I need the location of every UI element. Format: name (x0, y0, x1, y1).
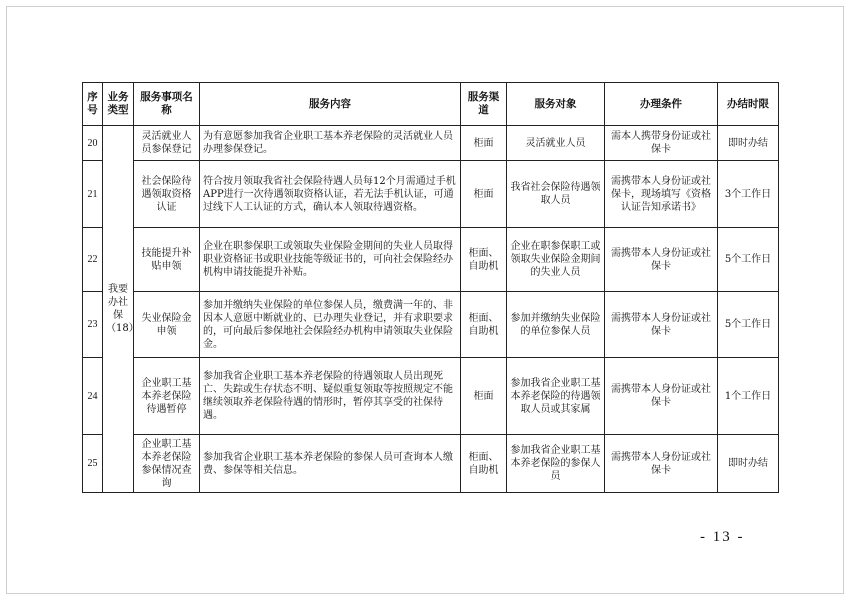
row-no: 25 (83, 435, 103, 493)
row-target: 我省社会保险待遇领取人员 (507, 161, 605, 228)
row-channel: 柜面 (461, 161, 507, 228)
row-time: 即时办结 (718, 126, 779, 161)
row-content: 符合按月领取我省社会保险待遇人员每12个月需通过手机APP进行一次待遇领取资格认证，若无法手机认证，可通过线下人工认证的方式，确认本人领取待遇资格。 (200, 161, 461, 228)
row-condition: 需携带本人身份证或社保卡 (605, 228, 718, 292)
table-row (83, 161, 779, 228)
row-content: 参加我省企业职工基本养老保险的待遇领取人员出现死亡、失踪或生存状态不明、疑似重复领取等按照规定不能继续领取养老保险待遇的情形时，暂停其享受的社保待遇。 (200, 358, 461, 435)
row-content: 企业在职参保职工或领取失业保险金期间的失业人员取得职业资格证书或职业技能等级证书的，可向社会保险经办机构申请技能提升补贴。 (200, 228, 461, 292)
row-item: 失业保险金申领 (134, 292, 200, 358)
category-cell: 我要办社保（18） (103, 126, 134, 493)
header-item: 服务事项名称 (134, 83, 200, 126)
table-row (83, 358, 779, 435)
row-item: 灵活就业人员参保登记 (134, 126, 200, 161)
row-content: 为有意愿参加我省企业职工基本养老保险的灵活就业人员办理参保登记。 (200, 126, 461, 161)
header-time: 办结时限 (718, 83, 779, 126)
table-row (83, 126, 779, 161)
row-target: 参加并缴纳失业保险的单位参保人员 (507, 292, 605, 358)
page-number: - 13 - (700, 529, 745, 545)
row-target: 灵活就业人员 (507, 126, 605, 161)
table-row (83, 228, 779, 292)
row-channel: 柜面 (461, 126, 507, 161)
row-time: 即时办结 (718, 435, 779, 493)
row-time: 5个工作日 (718, 292, 779, 358)
header-content: 服务内容 (200, 83, 461, 126)
row-item: 企业职工基本养老保险待遇暂停 (134, 358, 200, 435)
row-condition: 需携带本人身份证或社保卡 (605, 358, 718, 435)
header-target: 服务对象 (507, 83, 605, 126)
row-content: 参加我省企业职工基本养老保险的参保人员可查询本人缴费、参保等相关信息。 (200, 435, 461, 493)
row-condition: 需携带本人身份证或社保卡 (605, 292, 718, 358)
row-item: 技能提升补贴申领 (134, 228, 200, 292)
row-target: 参加我省企业职工基本养老保险的待遇领取人员或其家属 (507, 358, 605, 435)
row-no: 24 (83, 358, 103, 435)
table-header-row (83, 83, 779, 126)
row-item: 企业职工基本养老保险参保情况查询 (134, 435, 200, 493)
row-no: 20 (83, 126, 103, 161)
header-channel: 服务渠道 (461, 83, 507, 126)
row-time: 3个工作日 (718, 161, 779, 228)
row-channel: 柜面、自助机 (461, 435, 507, 493)
row-channel: 柜面、自助机 (461, 228, 507, 292)
row-condition: 需本人携带身份证或社保卡 (605, 126, 718, 161)
row-no: 22 (83, 228, 103, 292)
header-no: 序号 (83, 83, 103, 126)
header-condition: 办理条件 (605, 83, 718, 126)
row-content: 参加并缴纳失业保险的单位参保人员，缴费满一年的、非因本人意愿中断就业的、已办理失业登记，并有求职要求的，可向最后参保地社会保险经办机构申请领取失业保险金。 (200, 292, 461, 358)
header-category: 业务类型 (103, 83, 134, 126)
row-target: 参加我省企业职工基本养老保险的参保人员 (507, 435, 605, 493)
row-time: 1个工作日 (718, 358, 779, 435)
row-condition: 需携带本人身份证或社保卡 (605, 435, 718, 493)
row-target: 企业在职参保职工或领取失业保险金期间的失业人员 (507, 228, 605, 292)
row-item: 社会保险待遇领取资格认证 (134, 161, 200, 228)
table-row (83, 292, 779, 358)
table-row (83, 435, 779, 493)
row-condition: 需携带本人身份证或社保卡，现场填写《资格认证告知承诺书》 (605, 161, 718, 228)
row-channel: 柜面 (461, 358, 507, 435)
row-no: 23 (83, 292, 103, 358)
row-time: 5个工作日 (718, 228, 779, 292)
service-table (82, 82, 779, 493)
row-channel: 柜面、自助机 (461, 292, 507, 358)
row-no: 21 (83, 161, 103, 228)
